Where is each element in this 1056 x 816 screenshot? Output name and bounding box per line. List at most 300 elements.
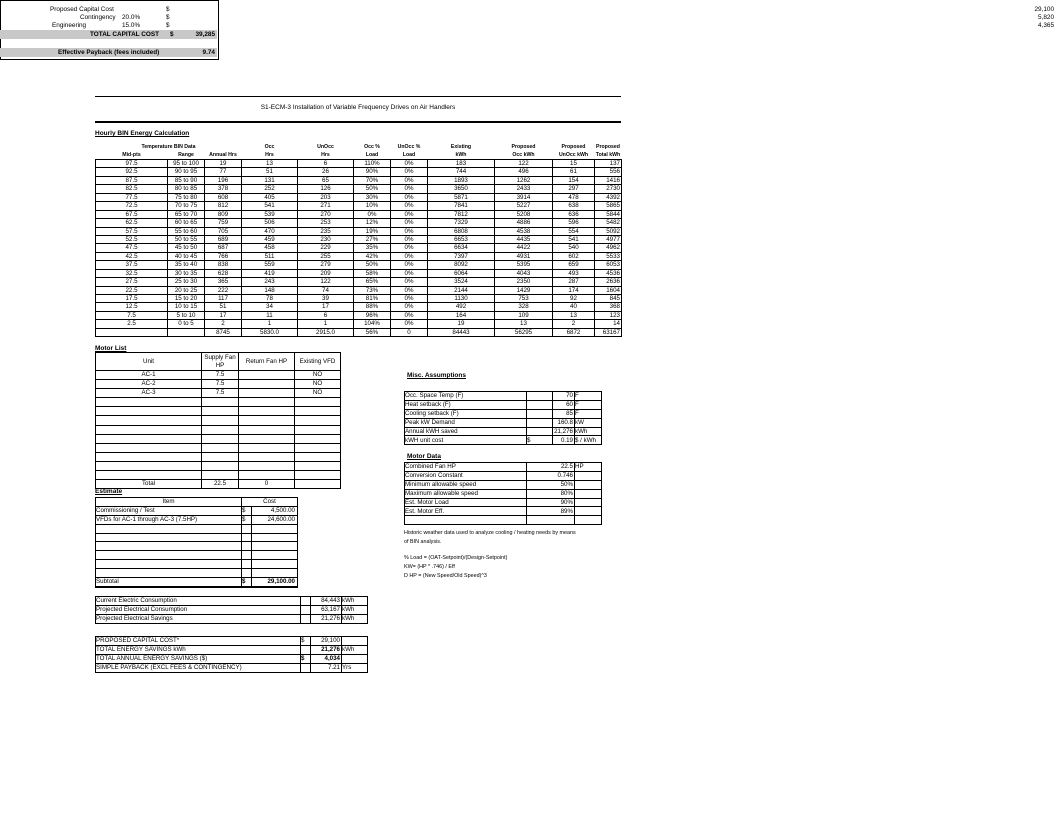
bin-cell: 7.5: [96, 311, 168, 319]
bin-cell: 0%: [391, 278, 428, 286]
estimate-empty-cell: [96, 560, 242, 569]
bin-header-group: Temperature BIN Data: [141, 144, 196, 150]
motor-cell: AC-3: [96, 389, 202, 398]
motor-empty-row: [96, 407, 341, 416]
bin-cell: 22.5: [96, 286, 168, 294]
total-capital-row: [0, 30, 217, 39]
summary-cell: [301, 646, 311, 655]
bin-cell: 72.5: [96, 202, 168, 210]
summary-cell: [342, 637, 368, 646]
bin-cell: 5092: [595, 227, 622, 235]
bin-cell: 174: [553, 286, 595, 294]
bin-cell: 253: [298, 219, 354, 227]
bin-cell: 13: [242, 160, 298, 168]
motor-empty-cell: [96, 461, 202, 470]
bin-cell: 4538: [495, 227, 553, 235]
motor-data-cell: Combined Fan HP: [405, 463, 527, 472]
bin-cell: 10 to 15: [168, 303, 205, 311]
summary-row: [96, 664, 368, 673]
bin-cell: 82.5: [96, 185, 168, 193]
bin-cell: 5844: [595, 210, 622, 218]
summary-cell: [301, 597, 311, 606]
motor-table: [95, 352, 341, 489]
bin-cell: 19%: [354, 227, 391, 235]
motor-data-cell: [575, 507, 602, 516]
bin-cell: 297: [553, 185, 595, 193]
bin-cell: 95 to 100: [168, 160, 205, 168]
motor-empty-cell: [202, 407, 239, 416]
bin-cell: 405: [242, 193, 298, 201]
bin-cell: 183: [428, 160, 495, 168]
bin-row: [96, 286, 622, 294]
motor-empty-cell: [295, 407, 341, 416]
bin-cell: 117: [205, 295, 242, 303]
bin-cell: 6053: [595, 261, 622, 269]
motor-cell: NO: [295, 389, 341, 398]
summary-cell: PROPOSED CAPITAL COST*: [96, 637, 301, 646]
motor-total-cell: [295, 480, 341, 489]
bin-cell: 458: [242, 244, 298, 252]
bin-cell: 65%: [354, 278, 391, 286]
motor-data-cell: 0.746: [527, 471, 575, 480]
bin-row: [96, 235, 622, 243]
bin-cell: 11: [242, 311, 298, 319]
summary-row: [96, 655, 368, 664]
bin-cell: 838: [205, 261, 242, 269]
bin-cell: 0 to 5: [168, 320, 205, 328]
motor-header-cell: Supply Fan HP: [202, 353, 239, 371]
bin-cell: 2350: [495, 278, 553, 286]
bin-cell: 4886: [495, 219, 553, 227]
summary-row: [96, 646, 368, 655]
bin-row: [96, 244, 622, 252]
motor-cell: AC-1: [96, 371, 202, 380]
bin-cell: 65 to 70: [168, 210, 205, 218]
page-title: S1-ECM-3 Installation of Variable Frequency Drives on Air Handlers: [260, 104, 456, 111]
bin-table: [95, 143, 622, 337]
bin-cell: 628: [205, 269, 242, 277]
bin-cell: 123: [595, 311, 622, 319]
bin-cell: 30%: [354, 193, 391, 201]
estimate-cell: $: [242, 506, 252, 515]
misc-section-title: Misc. Assumptions: [407, 372, 466, 379]
motor-cell: [239, 389, 295, 398]
motor-empty-cell: [96, 416, 202, 425]
bin-cell: 51: [205, 303, 242, 311]
motor-data-cell: HP: [575, 463, 602, 472]
payback-row: [0, 48, 217, 57]
motor-empty-row: [96, 434, 341, 443]
bin-header-bottom: UnOcc kWh: [558, 152, 589, 158]
engineering-percent: 15.0%: [122, 22, 141, 29]
bin-header-bottom: Hrs: [321, 152, 330, 158]
estimate-empty-cell: [252, 560, 298, 569]
bin-cell: 608: [205, 193, 242, 201]
summary-cell: 84,443: [311, 597, 342, 606]
motor-row: [96, 371, 341, 380]
bin-cell: 5482: [595, 219, 622, 227]
bin-cell: 287: [553, 278, 595, 286]
summary-row: [96, 637, 368, 646]
motor-empty-cell: [239, 443, 295, 452]
bin-cell: 4977: [595, 235, 622, 243]
motor-cell: 7.5: [202, 380, 239, 389]
motor-empty-cell: [202, 461, 239, 470]
estimate-empty-cell: [252, 569, 298, 578]
motor-empty-cell: [96, 407, 202, 416]
bin-cell: 0%: [391, 303, 428, 311]
estimate-subtotal-cell: $: [242, 578, 252, 587]
bin-total-cell: 5830.0: [242, 328, 298, 336]
estimate-empty-cell: [242, 533, 252, 542]
bin-header-bottom: kWh: [455, 152, 467, 158]
bin-total-cell: [168, 328, 205, 336]
motor-data-cell: Conversion Constant: [405, 471, 527, 480]
bin-cell: 556: [595, 168, 622, 176]
bin-cell: 506: [242, 219, 298, 227]
misc-row: [405, 427, 602, 436]
bin-cell: 5 to 10: [168, 311, 205, 319]
bin-cell: 1416: [595, 176, 622, 184]
bin-cell: 5533: [595, 252, 622, 260]
motor-data-row: [405, 498, 602, 507]
bin-cell: 279: [298, 261, 354, 269]
bin-cell: 5871: [428, 193, 495, 201]
bin-cell: 255: [298, 252, 354, 260]
bin-header-bottom: Load: [402, 152, 416, 158]
bin-cell: 15 to 20: [168, 295, 205, 303]
bin-total-cell: 84443: [428, 328, 495, 336]
bin-cell: 5395: [495, 261, 553, 269]
bin-cell: 554: [553, 227, 595, 235]
summary-gap: [96, 624, 368, 637]
bin-cell: 4422: [495, 244, 553, 252]
bin-cell: 6653: [428, 235, 495, 243]
summary-cell: Yrs: [342, 664, 368, 673]
bin-cell: 1: [298, 320, 354, 328]
bin-cell: 229: [298, 244, 354, 252]
bin-cell: 4962: [595, 244, 622, 252]
bin-cell: 6: [298, 160, 354, 168]
motor-data-cell: Est. Motor Load: [405, 498, 527, 507]
weather-note-1: Historic weather data used to analyze cooling / heating needs by means: [404, 530, 576, 536]
motor-data-cell: 89%: [527, 507, 575, 516]
motor-data-empty-row: [405, 516, 602, 525]
misc-cell: [527, 400, 553, 409]
motor-cell: [239, 380, 295, 389]
bin-cell: 270: [298, 210, 354, 218]
summary-cell: kWh: [342, 606, 368, 615]
estimate-table: [95, 497, 298, 588]
capital-cost-box: [0, 0, 1054, 60]
bin-cell: 90%: [354, 168, 391, 176]
bin-row: [96, 261, 622, 269]
bin-cell: 6634: [428, 244, 495, 252]
engineering-sym: $: [166, 22, 170, 29]
engineering-label: Engineering: [52, 22, 87, 29]
bin-cell: 0%: [391, 168, 428, 176]
bin-cell: 19: [205, 160, 242, 168]
estimate-subtotal-row: [96, 578, 298, 587]
estimate-empty-cell: [252, 533, 298, 542]
motor-total-cell: 0: [239, 480, 295, 489]
estimate-subtotal-cell: Subtotal: [96, 578, 242, 587]
summary-cell: $: [301, 655, 311, 664]
bin-section-title: Hourly BIN Energy Calculation: [95, 130, 190, 137]
estimate-empty-row: [96, 551, 298, 560]
bin-cell: 636: [553, 210, 595, 218]
misc-cell: [527, 409, 553, 418]
bin-cell: 659: [553, 261, 595, 269]
bin-cell: 0%: [391, 252, 428, 260]
estimate-empty-cell: [242, 569, 252, 578]
bin-cell: 92: [553, 295, 595, 303]
motor-empty-cell: [96, 434, 202, 443]
bin-cell: 81%: [354, 295, 391, 303]
bin-cell: 40: [553, 303, 595, 311]
misc-cell: $: [527, 436, 553, 445]
bin-cell: 2433: [495, 185, 553, 193]
motor-data-cell: [575, 480, 602, 489]
bin-cell: 378: [205, 185, 242, 193]
motor-data-cell: [575, 498, 602, 507]
motor-header-row: [96, 353, 341, 371]
bin-total-cell: 63167: [595, 328, 622, 336]
estimate-empty-cell: [96, 524, 242, 533]
bin-cell: 541: [242, 202, 298, 210]
bin-header-top: Proposed: [596, 144, 620, 150]
bin-cell: 37.5: [96, 261, 168, 269]
bin-cell: 7812: [428, 210, 495, 218]
bin-cell: 110%: [354, 160, 391, 168]
estimate-empty-cell: [252, 524, 298, 533]
misc-cell: Cooling setback (F): [405, 409, 527, 418]
bin-row: [96, 252, 622, 260]
summary-cell: [301, 606, 311, 615]
bin-total-cell: 8745: [205, 328, 242, 336]
bin-cell: 50 to 55: [168, 235, 205, 243]
bin-cell: 0%: [391, 320, 428, 328]
bin-cell: 539: [242, 210, 298, 218]
misc-row: [405, 436, 602, 445]
contingency-value: 5,820: [1038, 14, 1054, 21]
bin-cell: 540: [553, 244, 595, 252]
estimate-subtotal-cell: 29,100.00: [252, 578, 298, 587]
summary-gap-cell: [96, 624, 368, 637]
misc-cell: 85: [553, 409, 575, 418]
motor-data-table: [404, 462, 602, 525]
motor-data-cell: 90%: [527, 498, 575, 507]
bin-cell: 0%: [391, 269, 428, 277]
bin-cell: 154: [553, 176, 595, 184]
bin-cell: 459: [242, 235, 298, 243]
bin-header-bottom: Hrs: [265, 152, 274, 158]
motor-empty-row: [96, 443, 341, 452]
summary-row: [96, 606, 368, 615]
motor-data-cell: 50%: [527, 480, 575, 489]
bin-cell: 27.5: [96, 278, 168, 286]
bin-cell: 2730: [595, 185, 622, 193]
bin-cell: 15: [553, 160, 595, 168]
bin-header-top: Proposed: [511, 144, 536, 150]
misc-cell: F: [575, 409, 602, 418]
motor-empty-cell: [239, 452, 295, 461]
estimate-empty-row: [96, 560, 298, 569]
bin-cell: 2: [205, 320, 242, 328]
bin-cell: 73%: [354, 286, 391, 294]
bin-cell: 42.5: [96, 252, 168, 260]
motor-header-cell: Return Fan HP: [239, 353, 295, 371]
summary-cell: Current Electric Consumption: [96, 597, 301, 606]
bin-cell: 39: [298, 295, 354, 303]
bin-cell: 7841: [428, 202, 495, 210]
bin-cell: 203: [298, 193, 354, 201]
bin-cell: 230: [298, 235, 354, 243]
bin-cell: 812: [205, 202, 242, 210]
motor-empty-row: [96, 425, 341, 434]
bin-cell: 0%: [391, 227, 428, 235]
motor-empty-cell: [239, 434, 295, 443]
proposed-capital-sym: $: [166, 6, 170, 13]
motor-empty-row: [96, 461, 341, 470]
bin-cell: 45 to 50: [168, 244, 205, 252]
bin-cell: 13: [495, 320, 553, 328]
misc-cell: kWh: [575, 427, 602, 436]
summary-cell: 7.21: [311, 664, 342, 673]
misc-row: [405, 418, 602, 427]
motor-row: [96, 389, 341, 398]
bin-cell: 92.5: [96, 168, 168, 176]
bin-header-bottom: Annual Hrs: [209, 152, 237, 158]
summary-cell: Projected Electrical Savings: [96, 615, 301, 624]
estimate-empty-cell: [96, 542, 242, 551]
bin-cell: 70 to 75: [168, 202, 205, 210]
bin-cell: 74: [298, 286, 354, 294]
bin-cell: 419: [242, 269, 298, 277]
bin-row: [96, 160, 622, 168]
motor-empty-cell: [295, 461, 341, 470]
misc-cell: F: [575, 400, 602, 409]
bin-cell: 51: [242, 168, 298, 176]
bin-cell: 32.5: [96, 269, 168, 277]
bin-cell: 164: [428, 311, 495, 319]
bin-cell: 4931: [495, 252, 553, 260]
motor-empty-cell: [295, 452, 341, 461]
payback-value: 9.74: [202, 49, 215, 56]
bin-cell: 58%: [354, 269, 391, 277]
bin-cell: 137: [595, 160, 622, 168]
formula-kw: KW= (HP * .746) / Eff: [404, 564, 455, 570]
bin-cell: 1429: [495, 286, 553, 294]
bin-row: [96, 193, 622, 201]
bin-cell: 0%: [391, 219, 428, 227]
title-rule: [95, 121, 621, 123]
bin-total-cell: 6872: [553, 328, 595, 336]
bin-cell: 4043: [495, 269, 553, 277]
bin-cell: 492: [428, 303, 495, 311]
bin-total-cell: 2915.0: [298, 328, 354, 336]
bin-cell: 0%: [354, 210, 391, 218]
bin-cell: 42%: [354, 252, 391, 260]
bin-cell: 759: [205, 219, 242, 227]
summary-cell: 4,034: [311, 655, 342, 664]
bin-cell: 88%: [354, 303, 391, 311]
bin-cell: 7329: [428, 219, 495, 227]
bin-row: [96, 320, 622, 328]
summary-cell: kWh: [342, 597, 368, 606]
bin-cell: 689: [205, 235, 242, 243]
summary-cell: Projected Electrical Consumption: [96, 606, 301, 615]
motor-empty-cell: [202, 416, 239, 425]
bin-cell: 252: [242, 185, 298, 193]
bin-cell: 13: [553, 311, 595, 319]
formula-hp: D HP = (New Speed/Old Speed)^3: [404, 573, 487, 579]
bin-cell: 17: [205, 311, 242, 319]
estimate-empty-row: [96, 524, 298, 533]
bin-cell: 50%: [354, 261, 391, 269]
estimate-header-row: [96, 498, 298, 507]
bin-row: [96, 278, 622, 286]
summary-cell: [301, 615, 311, 624]
estimate-row: [96, 506, 298, 515]
summary-cell: 21,276: [311, 615, 342, 624]
estimate-empty-cell: [252, 551, 298, 560]
bin-cell: 328: [495, 303, 553, 311]
bin-cell: 1130: [428, 295, 495, 303]
estimate-empty-cell: [96, 551, 242, 560]
total-capital-value: 39,285: [195, 31, 215, 38]
bin-cell: 122: [495, 160, 553, 168]
bin-header-top: Existing: [450, 144, 472, 150]
bin-cell: 5227: [495, 202, 553, 210]
estimate-empty-cell: [252, 542, 298, 551]
motor-empty-cell: [239, 398, 295, 407]
bin-header-bottom: Load: [365, 152, 379, 158]
motor-empty-cell: [239, 461, 295, 470]
bin-header-bottom: Range: [178, 152, 194, 158]
bin-cell: 85 to 90: [168, 176, 205, 184]
bin-cell: 148: [242, 286, 298, 294]
contingency-label: Contingency: [80, 14, 116, 21]
motor-empty-cell: [239, 425, 295, 434]
summary-cell: TOTAL ENERGY SAVINGS kWh: [96, 646, 301, 655]
motor-empty-cell: [96, 398, 202, 407]
misc-row: [405, 409, 602, 418]
bin-cell: 87.5: [96, 176, 168, 184]
bin-cell: 47.5: [96, 244, 168, 252]
bin-cell: 25 to 30: [168, 278, 205, 286]
bin-row: [96, 269, 622, 277]
bin-cell: 62.5: [96, 219, 168, 227]
bin-cell: 2636: [595, 278, 622, 286]
motor-total-cell: Total: [96, 480, 202, 489]
bin-cell: 96%: [354, 311, 391, 319]
total-capital-label: TOTAL CAPITAL COST: [90, 31, 159, 38]
bin-cell: 845: [595, 295, 622, 303]
bin-cell: 2144: [428, 286, 495, 294]
bin-cell: 19: [428, 320, 495, 328]
estimate-empty-row: [96, 542, 298, 551]
misc-row: [405, 392, 602, 401]
motor-data-cell: [575, 489, 602, 498]
motor-data-cell: 22.5: [527, 463, 575, 472]
motor-data-empty-cell: [575, 516, 602, 525]
bin-row: [96, 311, 622, 319]
bin-cell: 109: [495, 311, 553, 319]
estimate-cell: 24,600.00: [252, 515, 298, 524]
bin-cell: 559: [242, 261, 298, 269]
motor-data-row: [405, 471, 602, 480]
